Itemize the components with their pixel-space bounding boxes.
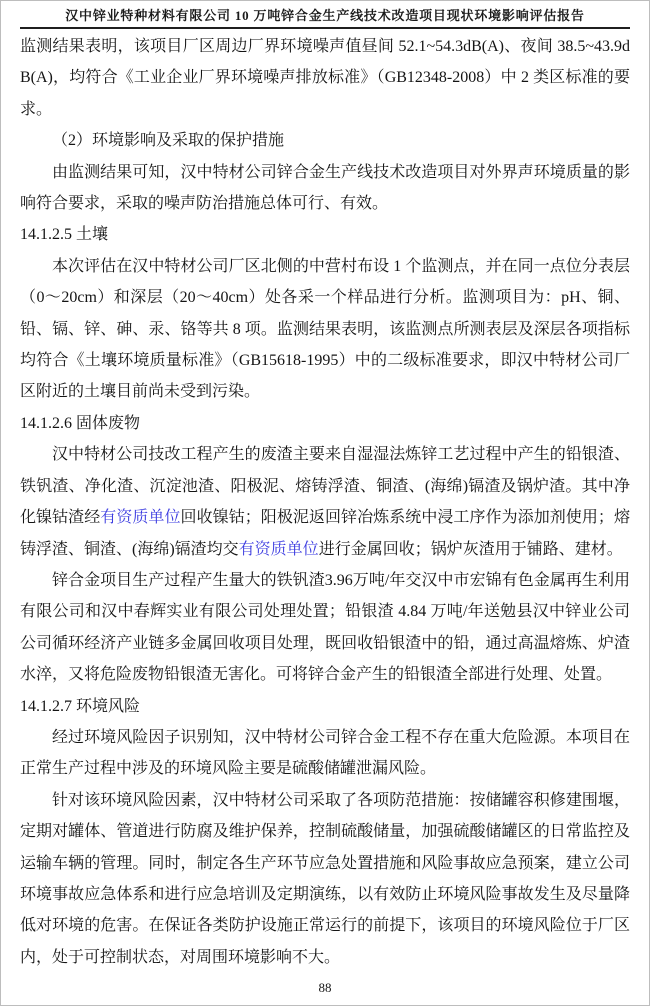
section-heading (20, 219, 630, 250)
page-footer (1, 980, 649, 996)
text-run: 14.1.2.6 固体废物 (20, 414, 141, 432)
section-heading (20, 691, 630, 722)
paragraph (20, 31, 630, 125)
text-run: 进行金属回收；锅炉灰渣用于铺路、建材。 (318, 540, 623, 558)
qualified-unit-highlight: 有资质单位 (100, 509, 181, 527)
paragraph (20, 125, 630, 156)
paragraph (20, 251, 630, 408)
paragraph (20, 565, 630, 691)
text-run: 监测结果表明，该项目厂区周边厂界环境噪声值昼间 52.1~54.3dB(A)、夜间 38.5~43.9dB(A)，均符合《工业企业厂界环境噪声排放标准》（GB12348-2008）中 2 类区标准的要求。 (20, 38, 630, 118)
qualified-unit-highlight: 有资质单位 (238, 540, 319, 558)
text-run: 14.1.2.7 环境风险 (20, 697, 141, 715)
paragraph (20, 157, 630, 220)
page-number: 88 (318, 980, 332, 995)
text-run: 14.1.2.5 土壤 (20, 226, 109, 244)
text-run: 针对该环境风险因素，汉中特材公司采取了各项防范措施：按储罐容积修建围堰，定期对罐体、管道进行防腐及维护保养，控制硫酸储量，加强硫酸储罐区的日常监控及运输车辆的管理。同时，制定各生产环节应急处置措施和风险事故应急预案，建立公司环境事故应急体系和进行应急培训及定期演练，以有效防止环境风险事故发生及尽量降低对环境的危害。在保证各类防护设施正常运行的前提下，该项目的环境风险位于厂区内，处于可控制状态，对周围环境影响不大。 (20, 791, 630, 966)
page-header (1, 1, 649, 24)
text-run: （2）环境影响及采取的保护措施 (52, 132, 285, 150)
text-run: 回收镍钴；阳极泥返回锌冶炼系统中浸工序作为添加剂使用；熔铸浮渣、铜渣、(海绵)镉渣均交 (20, 509, 630, 558)
section-heading (20, 408, 630, 439)
text-run: 汉中特材公司技改工程产生的废渣主要来自湿湿法炼锌工艺过程中产生的铅银渣、铁钒渣、净化渣、沉淀池渣、阳极泥、熔铸浮渣、铜渣、(海绵)镉渣及锅炉渣。其中净化镍钴渣经 (20, 446, 630, 527)
text-run: 经过环境风险因子识别知，汉中特材公司锌合金工程不存在重大危险源。本项目在正常生产过程中涉及的环境风险主要是硫酸储罐泄漏风险。 (20, 728, 630, 778)
paragraph (20, 722, 630, 785)
text-run: 由监测结果可知，汉中特材公司锌合金生产线技术改造项目对外界声环境质量的影响符合要求，采取的噪声防治措施总体可行、有效。 (20, 163, 630, 213)
document-body (1, 29, 649, 973)
paragraph (20, 785, 630, 973)
report-header-title: 汉中锌业特种材料有限公司 10 万吨锌合金生产线技术改造项目现状环境影响评估报告 (65, 8, 585, 23)
paragraph (20, 439, 630, 565)
text-run: 本次评估在汉中特材公司厂区北侧的中营村布设 1 个监测点，并在同一点位分表层（0～20cm）和深层（20～40cm）处各采一个样品进行分析。监测项目为：pH、铜、铅、镉、锌、砷、汞、铬等共 8 项。监测结果表明，该监测点所测表层及深层各项指标均符合《土壤环境质量标准》（GB15618-1995）中的二级标准要求，即汉中特材公司厂区附近的土壤目前尚未受到污染。 (20, 257, 630, 401)
text-run: 锌合金项目生产过程产生量大的铁钒渣3.96万吨/年交汉中市宏锦有色金属再生利用有限公司和汉中春辉实业有限公司处理处置；铅银渣 4.84 万吨/年送勉县汉中锌业公司公司循环经济产业链多金属回收项目处理，既回收铅银渣中的铅，通过高温熔炼、炉渣水淬，又将危险废物铅银渣无害化。可将锌合金产生的铅银渣全部进行处理、处置。 (20, 571, 630, 684)
